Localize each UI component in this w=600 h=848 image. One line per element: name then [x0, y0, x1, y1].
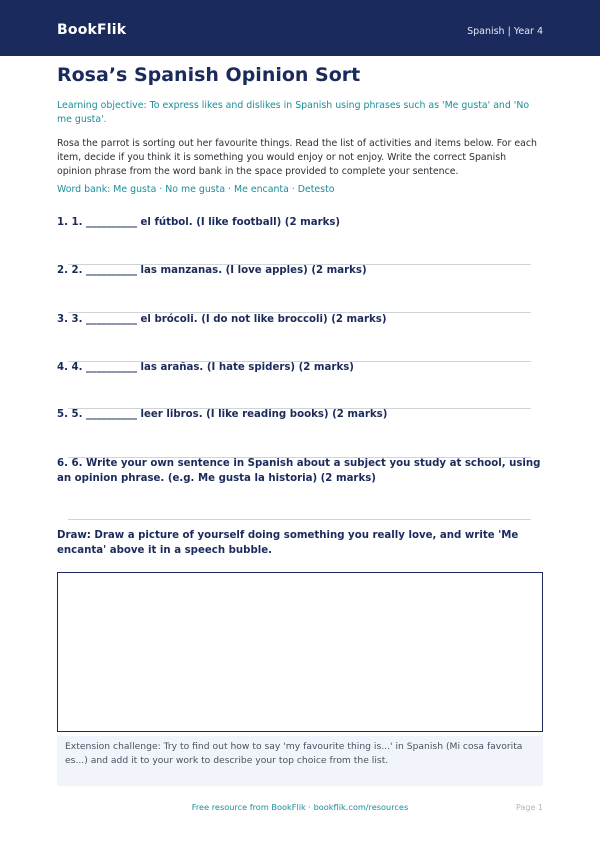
draw-prompt: Draw: Draw a picture of yourself doing something you really love, and write 'Me encanta' above it in a speech bubble. — [57, 530, 519, 556]
subject-year-label: Spanish | Year 4 — [467, 26, 543, 37]
question-3: 3. 3. __________ el brócoli. (I do not like broccoli) (2 marks) — [57, 314, 387, 325]
header-bar — [0, 0, 600, 56]
question-6: 6. 6. Write your own sentence in Spanish about a subject you study at school, using an opinion phrase. (e.g. Me gusta la historia) (2 marks) — [57, 458, 541, 484]
question-2: 2. 2. __________ las manzanas. (I love apples) (2 marks) — [57, 265, 367, 276]
footer-credit[interactable]: Free resource from BookFlik · bookflik.com/resources — [191, 802, 409, 812]
question-4: 4. 4. __________ las arañas. (I hate spiders) (2 marks) — [57, 362, 354, 373]
brand-logo[interactable]: BookFlik — [57, 22, 127, 38]
learning-objective: Learning objective: To express likes and dislikes in Spanish using phrases such as 'Me gusta' and 'No me gusta'. — [57, 100, 530, 125]
extension-challenge: Extension challenge: Try to find out how to say 'my favourite thing is...' in Spanish (Mi cosa favorita es...) and add it to your work to describe your top choice from the list. — [57, 736, 543, 786]
worksheet-title: Rosa’s Spanish Opinion Sort — [57, 64, 361, 86]
instructions-text: Rosa the parrot is sorting out her favourite things. Read the list of activities and items below. For each item, decide if you think it is something you would enjoy or not enjoy. Write the correct Spanish opinion phrase from the word bank in the space provided to complete your sentence. — [57, 138, 537, 177]
page-number: Page 1 — [516, 803, 543, 812]
question-1: 1. 1. __________ el fútbol. (I like football) (2 marks) — [57, 217, 341, 228]
question-5: 5. 5. __________ leer libros. (I like reading books) (2 marks) — [57, 409, 388, 420]
word-bank: Word bank: Me gusta · No me gusta · Me encanta · Detesto — [57, 184, 335, 195]
drawing-area[interactable] — [57, 572, 543, 732]
answer-line-6[interactable] — [68, 519, 531, 520]
